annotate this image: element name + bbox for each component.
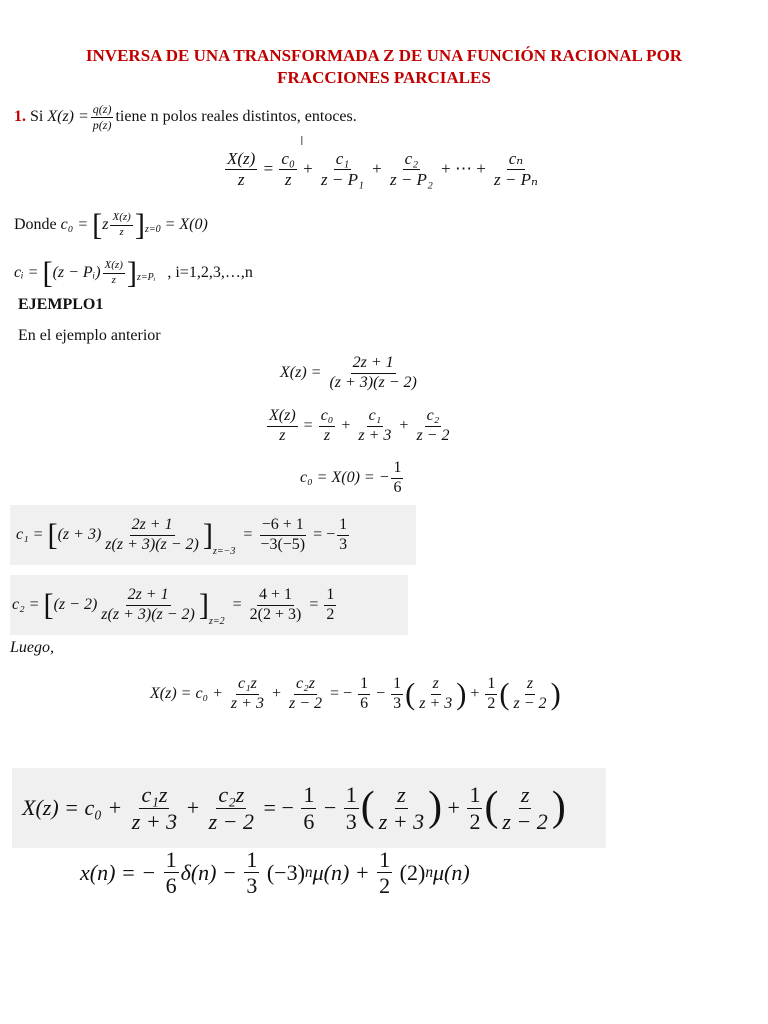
c0-term: [279, 150, 296, 189]
example-partial-fractions: $\frac{X(z)}{z}$ = $\frac{\text{c₀}}{z}$ + $\frac{\text{c₁}}{z + 3}$ + $\frac{\text{c₂}}{z - 2}$: [269, 407, 450, 444]
den: z: [279, 426, 286, 444]
num: c₂: [425, 408, 442, 427]
ci-lhs: cᵢ =: [14, 264, 39, 282]
num: 1: [337, 517, 349, 536]
den: 3: [339, 535, 348, 553]
r0: [301, 783, 316, 832]
lhs: c₂ =: [12, 596, 40, 613]
num: 1: [246, 847, 258, 872]
c1-term: [356, 408, 393, 445]
num: c₁: [367, 408, 384, 427]
den: (z + 3)(z − 2): [329, 373, 417, 391]
c-fraction: [377, 848, 392, 897]
bracket: [: [43, 587, 54, 622]
num: z: [520, 782, 530, 808]
paren: ): [550, 677, 561, 712]
paren: ): [551, 784, 566, 831]
num: 2z + 1: [126, 587, 171, 606]
example-c0-value: [300, 460, 405, 497]
den: z + 3: [419, 694, 453, 712]
c2-term: [414, 408, 451, 445]
delta-term: δ(n) −: [180, 859, 237, 885]
example-heading: EJEMPLO1: [18, 296, 104, 313]
num: 2z + 1: [130, 517, 175, 536]
paren: (: [360, 784, 375, 831]
inner-fraction: [110, 212, 132, 238]
den: 2: [487, 694, 496, 712]
num: c₀: [281, 149, 295, 168]
section-number: 1.: [14, 108, 26, 126]
final-x-of-z-large: X(z) = c₀ + $\frac{\text{c₁z}}{z + 3}$ + $\frac{\text{c₂z}}{z - 2}$ = − $\frac{1}{6}$ − $\frac{1}{3}$ ( $\frac{z}{z + 3}$ ) + $\frac{1}{2}$ ( $\frac{z}{z - 2}$ ): [12, 768, 606, 848]
bracket: [: [47, 517, 58, 552]
den: 2: [326, 605, 335, 623]
den: 3: [393, 694, 402, 712]
num: 1: [324, 587, 336, 606]
den: 2: [469, 808, 481, 834]
den: z + 3: [230, 694, 264, 712]
factor: (z + 3): [57, 526, 102, 543]
lhs: x(n) = −: [80, 859, 157, 885]
x-of-z-label: X(z) =: [47, 108, 89, 126]
num: X(z): [103, 260, 125, 274]
den: z + 3: [378, 808, 425, 834]
inner-fraction: [103, 260, 125, 286]
bracket: [: [92, 208, 103, 242]
c0-rhs: = X(0): [164, 216, 208, 234]
c0-definition: [14, 210, 208, 240]
result-sign: = −: [313, 526, 336, 543]
den: 6: [360, 694, 369, 712]
den: 6: [393, 478, 402, 496]
eval-subscript: z=2: [209, 616, 225, 627]
den: z + 3: [358, 426, 392, 444]
section-1-statement: [14, 103, 357, 131]
r1: [344, 783, 359, 832]
mid-fraction: [258, 517, 307, 554]
t1: [229, 676, 266, 713]
num: z: [431, 676, 441, 695]
den: 6: [303, 808, 315, 834]
den: z − 2: [513, 694, 547, 712]
statement-text: tiene n polos reales distintos, entoces.: [115, 108, 357, 126]
r2: [467, 783, 482, 832]
num: 1: [391, 676, 403, 695]
a-fraction: [164, 848, 179, 897]
lhs: X(z) =: [280, 364, 322, 382]
t2: [287, 676, 324, 713]
den: z: [284, 169, 292, 189]
c1-computation-box: c₁ = [ (z + 3) $\frac{2z + 1}{z(z + 3)(z - 2)}$ ] z=−3 = $\frac{-6 + 1}{-3(-5)}$ = − $\frac{1}{3}$: [10, 505, 416, 565]
den: z − P₂: [389, 169, 433, 189]
eval-subscript: z=−3: [213, 546, 236, 557]
title-line-1: INVERSA DE UNA TRANSFORMADA Z DE UNA FUNCIÓN RACIONAL POR: [85, 46, 683, 65]
t2: [207, 783, 256, 832]
den: z − 2: [416, 426, 450, 444]
title-line-2: FRACCIONES PARCIALES: [277, 68, 491, 87]
r0: [358, 676, 370, 713]
frac-den: p(z): [92, 117, 112, 132]
num: 1: [379, 847, 391, 872]
num: 1: [469, 782, 481, 808]
p1: [417, 676, 454, 713]
num: c₀: [319, 408, 336, 427]
base-minus-3: (−3): [266, 859, 305, 885]
c2-term: [388, 150, 435, 189]
value-fraction: [391, 460, 403, 497]
rational-fraction: [327, 355, 418, 392]
paren: (: [484, 784, 499, 831]
num: cₙ: [508, 149, 524, 168]
num: X(z): [110, 212, 132, 226]
bracket: ]: [134, 208, 145, 242]
num: 2z + 1: [351, 355, 396, 374]
eval-subscript: z=0: [144, 224, 161, 236]
den: z(z + 3)(z − 2): [101, 605, 195, 623]
num: z: [525, 676, 535, 695]
lhs-fraction: [225, 150, 257, 189]
page-title: [0, 45, 768, 89]
result-fraction: [337, 517, 349, 554]
c0-lhs: c₀ =: [60, 216, 89, 234]
den: z − 2: [208, 808, 255, 834]
bracket: ]: [198, 587, 209, 622]
bracket: ]: [126, 256, 137, 290]
den: z: [323, 426, 331, 444]
den: 6: [165, 873, 177, 899]
mid-fraction: [248, 587, 304, 624]
main-partial-fraction-equation: $\frac{X(z)}{z}$ = $\frac{\text{c₀}}{z}$ + $\frac{\text{c₁}}{\text{z − P₁}}$ + $\frac{\text{c₂}}{\text{z − P₂}}$ + ⋯ + $\frac{\text{cₙ}}{\text{z − Pₙ}}$: [227, 149, 538, 189]
inverse-result-equation: [80, 848, 470, 897]
den: z − P₁: [320, 169, 364, 189]
num: −6 + 1: [260, 517, 306, 536]
num: X(z): [227, 149, 256, 168]
c2-computation-box: c₂ = [ (z − 2) $\frac{2z + 1}{z(z + 3)(z - 2)}$ ] z=2 = $\frac{4 + 1}{2(2 + 3)}$ = $\frac{1}{2}$: [10, 575, 408, 635]
luego-label: Luego,: [10, 639, 54, 656]
num: c₁: [335, 149, 350, 168]
b-fraction: [244, 848, 259, 897]
mu-term-2: μ(n): [433, 859, 470, 885]
factor: (z − Pᵢ): [52, 264, 101, 282]
den: 2: [379, 873, 391, 899]
donde-label: Donde: [14, 216, 57, 234]
index-range: , i=1,2,3,…,n: [167, 264, 253, 282]
num: 1: [303, 782, 315, 808]
ci-definition: [14, 258, 253, 288]
cn-term: [492, 150, 540, 189]
num: c₂: [404, 149, 419, 168]
paren: ): [456, 677, 467, 712]
exponent: n: [304, 863, 313, 881]
result-fraction: [324, 587, 336, 624]
den: z − 2: [288, 694, 323, 712]
den: 3: [345, 808, 357, 834]
den: 3: [246, 873, 258, 899]
mu-term-1: μ(n) +: [312, 859, 370, 885]
q-over-p-fraction: [91, 103, 114, 131]
t1: [130, 783, 179, 832]
inner-fraction: [99, 587, 197, 624]
r2: [485, 676, 497, 713]
den: z − 2: [502, 808, 548, 834]
factor: (z − 2): [53, 596, 98, 613]
den: z: [119, 225, 124, 238]
num: c₂z: [294, 676, 317, 695]
den: z: [111, 273, 116, 286]
paren: (: [405, 677, 416, 712]
example-intro: En el ejemplo anterior: [18, 327, 161, 344]
den: z(z + 3)(z − 2): [105, 535, 199, 553]
lhs: c₀ = X(0) = −: [300, 469, 390, 487]
c0-term: [319, 408, 336, 445]
num: 1: [345, 782, 357, 808]
den: 2(2 + 3): [249, 605, 302, 623]
num: c₁z: [141, 782, 168, 808]
lhs: c₁ =: [16, 526, 44, 543]
inner-fraction: [103, 517, 201, 554]
p2: [500, 783, 549, 832]
num: 1: [391, 460, 403, 479]
bracket: ]: [202, 517, 213, 552]
num: c₂z: [218, 782, 245, 808]
z-factor: z: [102, 216, 109, 234]
num: c₁z: [236, 676, 259, 695]
den: −3(−5): [260, 535, 306, 553]
text-cursor-icon: I: [300, 134, 304, 148]
lhs: X(z) = c₀ +: [22, 795, 123, 820]
den: z − Pₙ: [494, 169, 538, 189]
lhs: X(z) = c₀ +: [150, 685, 223, 703]
num: 4 + 1: [257, 587, 294, 606]
den: z: [237, 169, 245, 189]
word-si: Si: [30, 108, 44, 126]
c1-term: [319, 150, 366, 189]
den: z + 3: [131, 808, 178, 834]
base-2: (2): [399, 859, 426, 885]
num: X(z): [267, 408, 298, 427]
num: 1: [165, 847, 177, 872]
paren: ): [428, 784, 443, 831]
lhs-fraction: [267, 408, 298, 445]
eval-subscript: z=Pᵢ: [137, 272, 156, 284]
final-x-of-z-small: X(z) = c₀ + $\frac{\text{c₁z}}{z + 3}$ + $\frac{\text{c₂z}}{z - 2}$ = − $\frac{1}{6}$ − $\frac{1}{3}$ ( $\frac{z}{z + 3}$ ) + $\frac{1}{2}$ ( $\frac{z}{z - 2}$ ): [150, 675, 561, 712]
p2: [512, 676, 549, 713]
r1: [391, 676, 403, 713]
num: 1: [485, 676, 497, 695]
num: 1: [358, 676, 370, 695]
ellipsis: + ⋯ +: [441, 159, 486, 179]
example-x-of-z: [280, 355, 421, 392]
bracket: [: [42, 256, 53, 290]
exponent: n: [425, 863, 434, 881]
p1: [377, 783, 426, 832]
frac-num: q(z): [92, 102, 112, 116]
num: z: [397, 782, 406, 808]
paren: (: [499, 677, 510, 712]
